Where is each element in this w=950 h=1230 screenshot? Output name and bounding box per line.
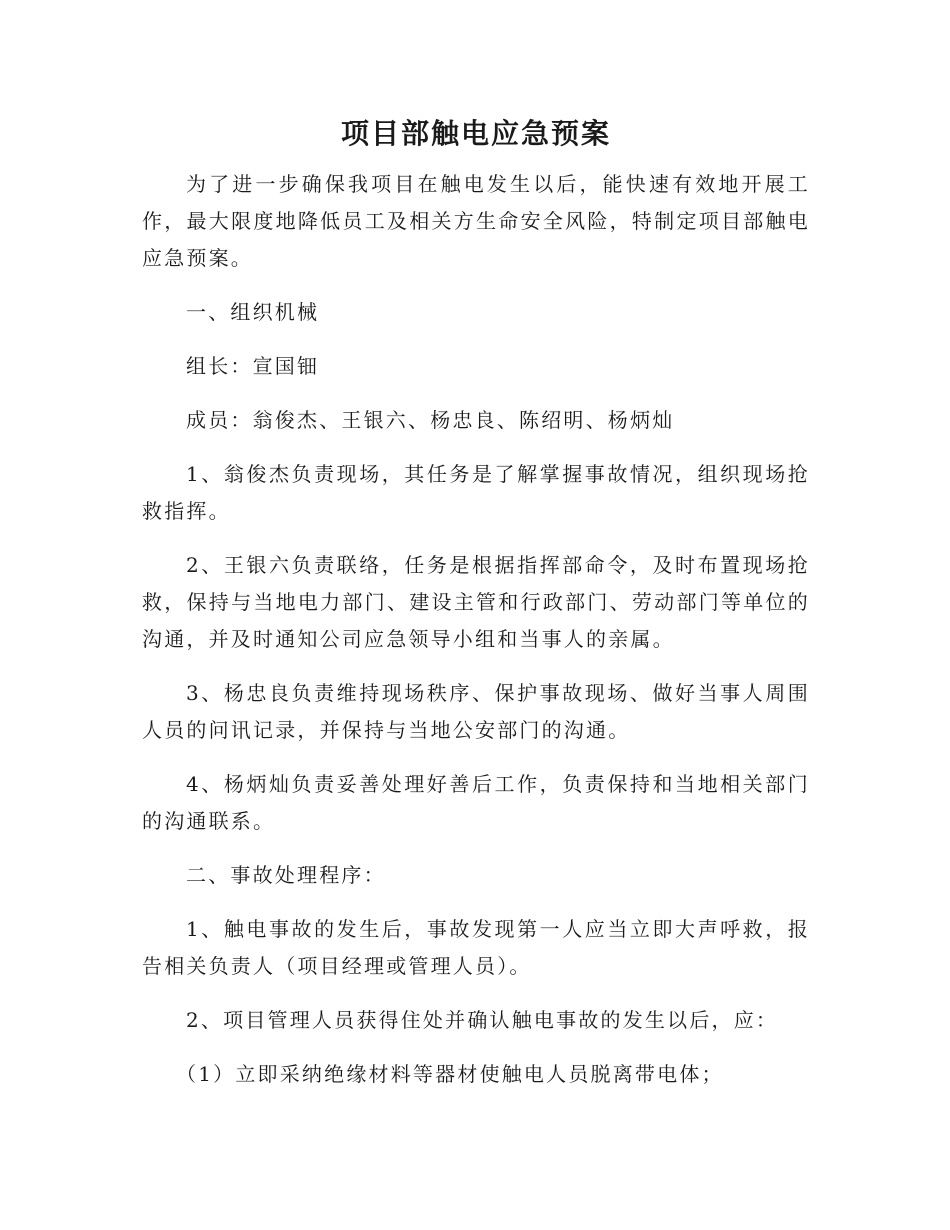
paragraph-members: 成员：翁俊杰、王银六、杨忠良、陈绍明、杨炳灿: [186, 408, 675, 432]
heading-procedure: 二、事故处理程序：: [186, 863, 386, 887]
paragraph-duty-1: 1、翁俊杰负责现场，其任务是了解掌握事故情况，组织现场抢救指挥。: [142, 462, 810, 523]
paragraph-procedure-2: 2、项目管理人员获得住处并确认触电事故的发生以后，应：: [186, 1008, 779, 1032]
paragraph-intro: 为了进一步确保我项目在触电发生以后，能快速有效地开展工作，最大限度地降低员工及相关方生命安全风险，特制定项目部触电应急预案。: [142, 172, 810, 270]
document-title: 项目部触电应急预案: [340, 117, 611, 150]
heading-organization: 一、组织机械: [186, 300, 320, 324]
paragraph-procedure-2-1: （1）立即采纳绝缘材料等器材使触电人员脱离带电体；: [176, 1062, 724, 1086]
paragraph-duty-4: 4、杨炳灿负责妥善处理好善后工作，负责保持和当地相关部门的沟通联系。: [142, 772, 810, 833]
paragraph-duty-2: 2、王银六负责联络，任务是根据指挥部命令，及时布置现场抢救，保持与当地电力部门、建设主管和行政部门、劳动部门等单位的沟通，并及时通知公司应急领导小组和当事人的亲属。: [142, 553, 810, 651]
document-body: [142, 112, 810, 1110]
paragraph-procedure-1: 1、触电事故的发生后，事故发现第一人应当立即大声呼救，报告相关负责人（项目经理或管理人员）。: [142, 917, 810, 978]
paragraph-leader: 组长：宣国钿: [186, 354, 320, 378]
paragraph-duty-3: 3、杨忠良负责维持现场秩序、保护事故现场、做好当事人周围人员的问讯记录，并保持与当地公安部门的沟通。: [142, 681, 810, 742]
